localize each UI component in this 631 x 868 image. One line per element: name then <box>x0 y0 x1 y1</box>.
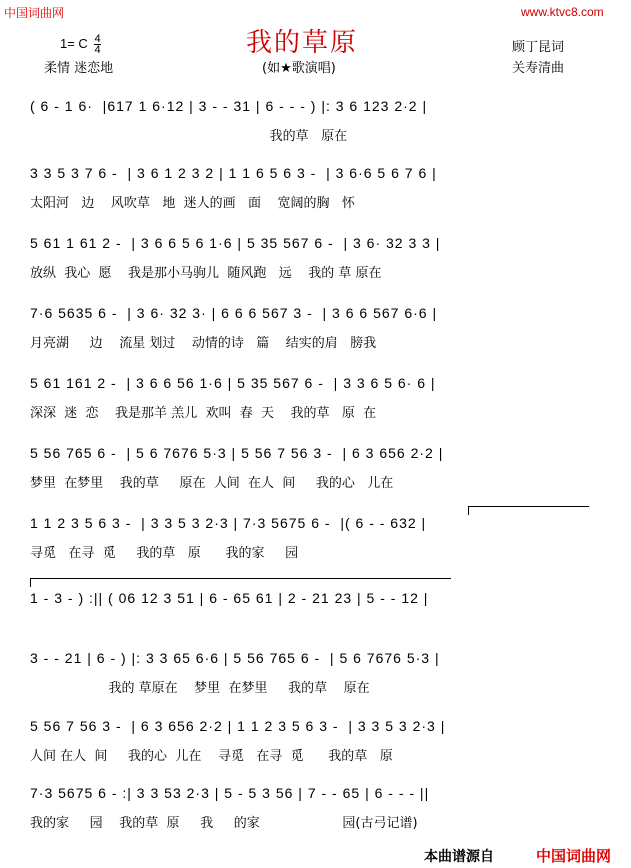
time-sig-denominator: 4 <box>94 44 101 56</box>
note-line: 1 - 3 - ) :|| ( 06 12 3 51 | 6 - 65 61 | 2 - 21 23 | 5 - - 12 | <box>30 590 429 606</box>
note-line: 7·3 5675 6 - :| 3 3 53 2·3 | 5 - 5 3 56 | 7 - - 65 | 6 - - - || <box>30 785 430 801</box>
performer: (如★歌演唱) <box>262 61 336 76</box>
watermark-url: www.ktvc8.com <box>521 5 604 19</box>
lyric-line: 我的家 园 我的草 原 我 的家 园(古弓记谱) <box>30 816 418 831</box>
mood-marking: 柔情 迷恋地 <box>44 61 114 76</box>
note-line: 5 61 161 2 - | 3 6 6 56 1·6 | 5 35 567 6 - | 3 3 6 5 6· 6 | <box>30 375 436 391</box>
time-sig-numerator: 4 <box>94 33 101 45</box>
lyric-line: 人间 在人 间 我的心 儿在 寻觅 在寻 觅 我的草 原 <box>30 749 393 764</box>
volta-ending-2 <box>30 578 451 587</box>
note-line: 5 61 1 61 2 - | 3 6 6 5 6 1·6 | 5 35 567 6 - | 3 6· 32 3 3 | <box>30 235 441 251</box>
lyric-line: 月亮湖 边 流星 划过 动情的诗 篇 结实的肩 膀我 <box>30 336 377 351</box>
note-line: 3 3 5 3 7 6 - | 3 6 1 2 3 2 | 1 1 6 5 6 3 - | 3 6·6 5 6 7 6 | <box>30 165 437 181</box>
lyric-line: 放纵 我心 愿 我是那小马驹儿 随风跑 远 我的 草 原在 <box>30 266 382 281</box>
lyric-line: 深深 迷 恋 我是那羊 羔儿 欢叫 春 天 我的草 原 在 <box>30 406 377 421</box>
watermark-site-name: 中国词曲网 <box>4 6 65 20</box>
song-title: 我的草原 <box>246 28 359 58</box>
key-signature <box>60 34 101 55</box>
lyric-line: 梦里 在梦里 我的草 原在 人间 在人 间 我的心 儿在 <box>30 476 394 491</box>
key-label: 1= C <box>60 35 88 51</box>
note-line: 1 1 2 3 5 6 3 - | 3 3 5 3 2·3 | 7·3 5675 6 - |( 6 - - 632 | <box>30 515 427 531</box>
note-line: 5 56 765 6 - | 5 6 7676 5·3 | 5 56 7 56 3 - | 6 3 656 2·2 | <box>30 445 444 461</box>
note-line: 5 56 7 56 3 - | 6 3 656 2·2 | 1 1 2 3 5 6 3 - | 3 3 5 3 2·3 | <box>30 718 446 734</box>
footer-source-label: 本曲谱源自 <box>424 849 494 865</box>
note-line: ( 6 - 1 6· |617 1 6·12 | 3 - - 31 | 6 - - - ) |: 3 6 123 2·2 | <box>30 98 428 114</box>
lyric-line: 太阳河 边 风吹草 地 迷人的画 面 宽阔的胸 怀 <box>30 196 355 211</box>
footer-site-name: 中国词曲网 <box>536 847 612 865</box>
composer: 关寿清曲 <box>512 61 565 76</box>
lyricist: 顾丁昆词 <box>512 40 565 55</box>
note-line: 3 - - 21 | 6 - ) |: 3 3 65 6·6 | 5 56 765 6 - | 5 6 7676 5·3 | <box>30 650 440 666</box>
lyric-line <box>30 617 610 635</box>
lyric-line: 我的 草原在 梦里 在梦里 我的草 原在 <box>30 681 370 696</box>
lyric-line: 我的草 原在 <box>30 129 348 144</box>
time-signature <box>94 34 100 55</box>
note-line: 7·6 5635 6 - | 3 6· 32 3· | 6 6 6 567 3 - | 3 6 6 567 6·6 | <box>30 305 438 321</box>
lyric-line: 寻觅 在寻 觅 我的草 原 我的家 园 <box>30 546 299 561</box>
volta-ending-1 <box>468 506 589 515</box>
